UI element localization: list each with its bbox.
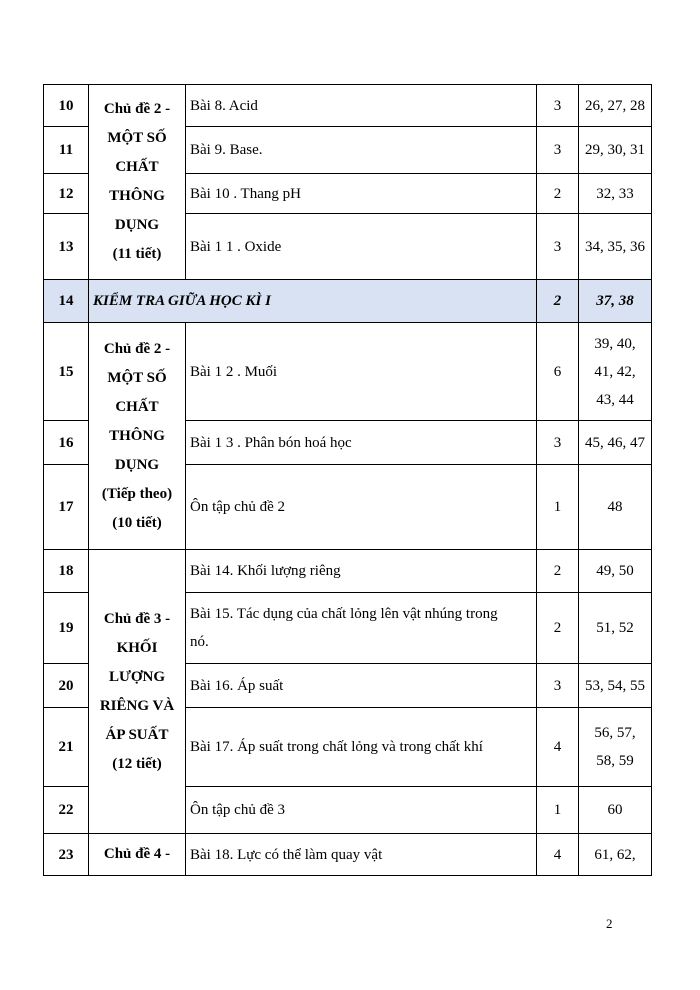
lesson-name: Ôn tập chủ đề 3 bbox=[186, 787, 537, 834]
exam-row bbox=[44, 280, 652, 323]
lesson-name: Bài 16. Áp suất bbox=[186, 664, 537, 708]
topic-line: (Tiếp theo) bbox=[101, 485, 173, 502]
topic-line: Chủ đề 3 - bbox=[103, 610, 171, 627]
period-numbers: 51, 52 bbox=[579, 593, 652, 664]
lesson-name: Bài 17. Áp suất trong chất lỏng và trong chất khí bbox=[186, 708, 537, 787]
row-number: 13 bbox=[44, 214, 89, 280]
lesson-name: Bài 14. Khối lượng riêng bbox=[186, 550, 537, 593]
period-number-line: 41, 42, bbox=[594, 363, 636, 380]
exam-label: KIỂM TRA GIỮA HỌC KÌ I bbox=[89, 280, 537, 323]
table-row bbox=[44, 834, 652, 876]
lesson-line: nó. bbox=[190, 634, 209, 650]
topic-line: THÔNG bbox=[109, 188, 165, 204]
row-number: 10 bbox=[44, 85, 89, 127]
topic-line: LƯỢNG bbox=[108, 668, 166, 685]
row-number: 20 bbox=[44, 664, 89, 708]
table-row bbox=[44, 323, 652, 421]
topic-line: RIÊNG VÀ bbox=[99, 697, 175, 714]
table-row bbox=[44, 85, 652, 127]
period-count: 3 bbox=[537, 85, 579, 127]
period-numbers: 60 bbox=[579, 787, 652, 834]
topic-line: (10 tiết) bbox=[112, 514, 162, 531]
period-number-line: 56, 57, bbox=[594, 725, 636, 741]
period-numbers: 48 bbox=[579, 465, 652, 550]
row-number: 23 bbox=[44, 834, 89, 876]
period-count: 2 bbox=[537, 174, 579, 214]
topic-line: DỤNG bbox=[114, 217, 160, 233]
period-count: 6 bbox=[537, 323, 579, 421]
period-numbers: 26, 27, 28 bbox=[579, 85, 652, 127]
period-numbers: 37, 38 bbox=[579, 280, 652, 323]
row-number: 18 bbox=[44, 550, 89, 593]
period-count: 1 bbox=[537, 465, 579, 550]
topic-line: CHẤT bbox=[115, 159, 159, 175]
period-count: 3 bbox=[537, 421, 579, 465]
period-count: 3 bbox=[537, 127, 579, 174]
topic-line: KHỐI bbox=[116, 639, 158, 656]
period-numbers: 34, 35, 36 bbox=[579, 214, 652, 280]
period-count: 4 bbox=[537, 834, 579, 876]
period-numbers: 32, 33 bbox=[579, 174, 652, 214]
lesson-name: Bài 1 1 . Oxide bbox=[186, 214, 537, 280]
topic-cell bbox=[89, 323, 186, 550]
row-number: 15 bbox=[44, 323, 89, 421]
lesson-name: Bài 18. Lực có thể làm quay vật bbox=[186, 834, 537, 876]
topic-line: Chủ đề 2 - bbox=[103, 101, 171, 117]
period-count: 2 bbox=[537, 550, 579, 593]
row-number: 14 bbox=[44, 280, 89, 323]
lesson-name: Bài 10 . Thang pH bbox=[186, 174, 537, 214]
period-number-line: 58, 59 bbox=[596, 753, 634, 769]
period-count: 3 bbox=[537, 214, 579, 280]
period-count: 1 bbox=[537, 787, 579, 834]
period-numbers: 29, 30, 31 bbox=[579, 127, 652, 174]
row-number: 17 bbox=[44, 465, 89, 550]
topic-line: DỤNG bbox=[114, 456, 160, 473]
topic-line: ÁP SUẤT bbox=[105, 726, 169, 743]
period-numbers bbox=[579, 708, 652, 787]
topic-line: MỘT SỐ bbox=[107, 369, 167, 386]
lesson-name: Bài 1 2 . Muối bbox=[186, 323, 537, 421]
topic-line: (12 tiết) bbox=[112, 755, 162, 772]
lesson-name: Bài 9. Base. bbox=[186, 127, 537, 174]
period-number-line: 39, 40, bbox=[594, 335, 636, 352]
row-number: 16 bbox=[44, 421, 89, 465]
lesson-name: Bài 8. Acid bbox=[186, 85, 537, 127]
period-count: 3 bbox=[537, 664, 579, 708]
row-number: 12 bbox=[44, 174, 89, 214]
page-number: 2 bbox=[606, 916, 613, 931]
topic-cell bbox=[89, 550, 186, 834]
lesson-name: Ôn tập chủ đề 2 bbox=[186, 465, 537, 550]
topic-line: (11 tiết) bbox=[112, 246, 162, 262]
topic-cell bbox=[89, 834, 186, 876]
row-number: 21 bbox=[44, 708, 89, 787]
topic-line: MỘT SỐ bbox=[107, 130, 167, 146]
period-numbers bbox=[579, 323, 652, 421]
row-number: 22 bbox=[44, 787, 89, 834]
period-numbers: 61, 62, bbox=[579, 834, 652, 876]
table-row bbox=[44, 550, 652, 593]
topic-line: CHẤT bbox=[115, 398, 159, 415]
row-number: 19 bbox=[44, 593, 89, 664]
topic-line: Chủ đề 4 - bbox=[103, 846, 171, 862]
period-numbers: 45, 46, 47 bbox=[579, 421, 652, 465]
topic-cell bbox=[89, 85, 186, 280]
lesson-plan-table bbox=[43, 84, 652, 876]
period-numbers: 49, 50 bbox=[579, 550, 652, 593]
topic-line: Chủ đề 2 - bbox=[103, 340, 171, 357]
period-count: 2 bbox=[537, 593, 579, 664]
row-number: 11 bbox=[44, 127, 89, 174]
period-numbers: 53, 54, 55 bbox=[579, 664, 652, 708]
period-number-line: 43, 44 bbox=[596, 391, 634, 408]
lesson-line: Bài 15. Tác dụng của chất lỏng lên vật nhúng trong bbox=[190, 606, 498, 622]
period-count: 2 bbox=[537, 280, 579, 323]
lesson-name bbox=[186, 593, 537, 664]
period-count: 4 bbox=[537, 708, 579, 787]
lesson-name: Bài 1 3 . Phân bón hoá học bbox=[186, 421, 537, 465]
topic-line: THÔNG bbox=[109, 427, 165, 444]
